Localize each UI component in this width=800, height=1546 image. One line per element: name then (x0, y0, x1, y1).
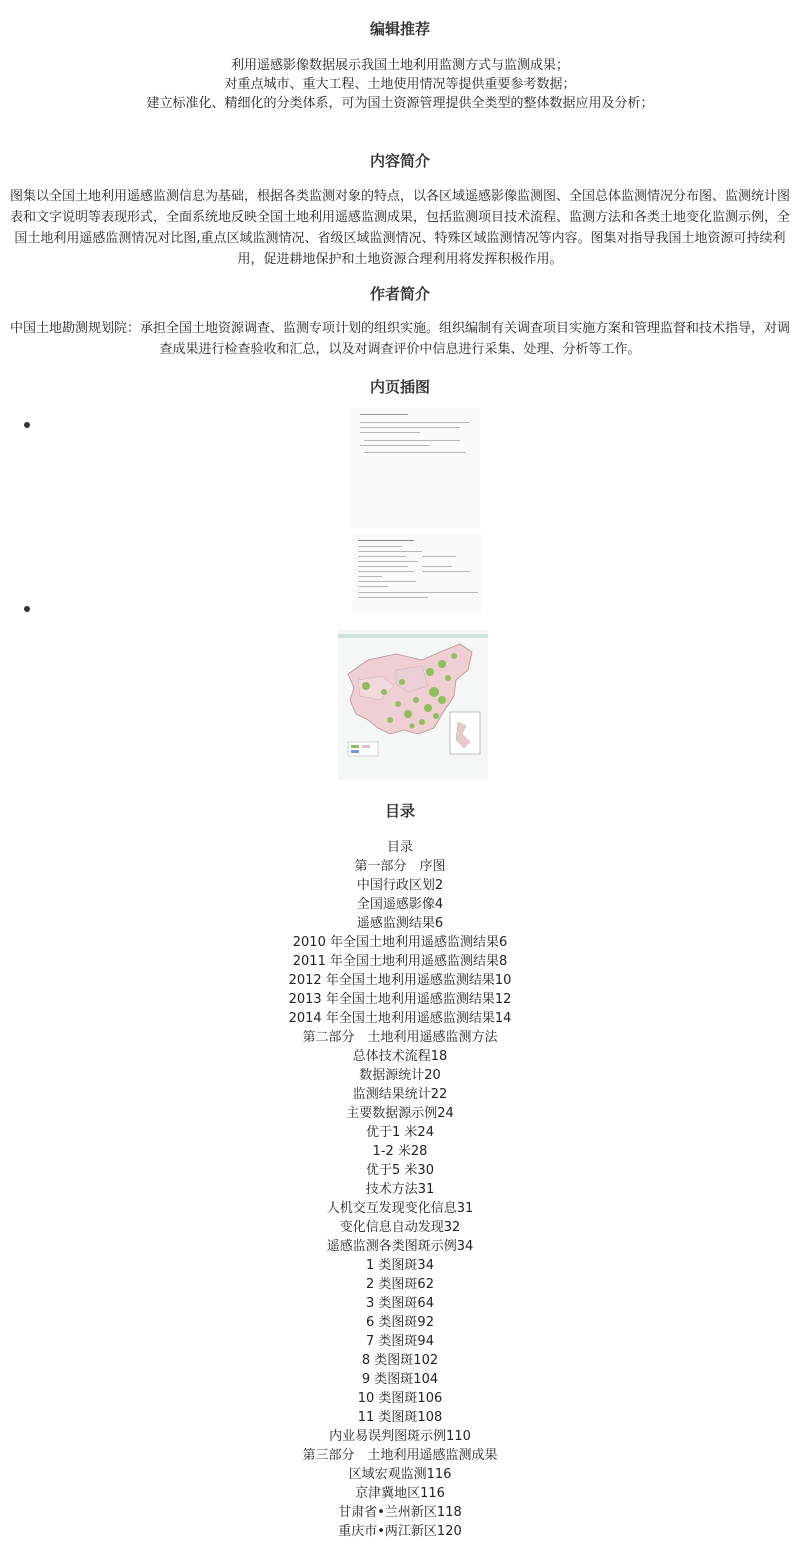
toc-item: 1 类图斑34 (366, 1258, 434, 1273)
toc-item: 9 类图斑104 (361, 1372, 439, 1387)
toc-item: 优于5 米30 (366, 1163, 434, 1178)
toc-item: 3 类图斑64 (366, 1296, 434, 1311)
editor-line-2: 对重点城市、重大工程、土地使用情况等提供重要参考数据； (224, 77, 576, 92)
list-bullet (24, 422, 30, 428)
toc-item: 目录 (386, 840, 413, 855)
toc-item: 7 类图斑94 (366, 1334, 434, 1349)
toc-item: 优于1 米24 (366, 1125, 434, 1140)
toc-item: 2013 年全国土地利用遥感监测结果12 (288, 992, 512, 1007)
toc-title: 目录 (384, 802, 415, 820)
toc-item: 监测结果统计22 (352, 1087, 448, 1102)
toc-item: 2012 年全国土地利用遥感监测结果10 (288, 973, 512, 988)
editor-title: 编辑推荐 (369, 20, 430, 38)
toc-item: 第二部分 土地利用遥感监测方法 (302, 1030, 498, 1045)
toc-item: 10 类图斑106 (357, 1391, 443, 1406)
toc-item: 甘肃省•兰州新区118 (338, 1505, 462, 1520)
content-title: 内容简介 (369, 152, 430, 170)
illustration-page-2 (352, 535, 482, 613)
toc-item: 遥感监测结果6 (356, 916, 444, 931)
editor-line-3: 建立标准化、精细化的分类体系，可为国土资源管理提供全类型的整体数据应用及分析； (146, 96, 654, 111)
toc-item: 总体技术流程18 (352, 1049, 448, 1064)
list-bullet (24, 606, 30, 612)
illustration-page-1 (350, 408, 480, 528)
china-map-icon (338, 630, 488, 780)
toc-item: 变化信息自动发现32 (339, 1220, 461, 1235)
toc-item: 主要数据源示例24 (346, 1106, 454, 1121)
toc-item: 中国行政区划2 (356, 878, 444, 893)
toc-item: 2 类图斑62 (366, 1277, 434, 1292)
content-text: 图集以全国土地利用遥感监测信息为基础，根据各类监测对象的特点，以各区域遥感影像监测图、全国总体监测情况分布图、监测统计图表和文字说明等表现形式，全面系统地反映全国土地利用遥感监测成果，包括监测项目技术流程、监测方法和各类土地变化监测示例，全国土地利用遥感监测情况对比图,重点区域监测情况、省级区域监测情况、特殊区域监测情况等内容。图集对指导我国土地资源可持续利用，促进耕地保护和土地资源合理利用将发挥积极作用。 (9, 189, 790, 267)
toc-item: 内业易误判图斑示例110 (329, 1429, 471, 1444)
author-title: 作者简介 (369, 285, 430, 303)
toc-item: 第三部分 土地利用遥感监测成果 (302, 1448, 498, 1463)
toc-list (0, 838, 800, 1541)
toc-item: 区域宏观监测116 (348, 1467, 452, 1482)
toc-item: 重庆市•两江新区120 (338, 1524, 462, 1539)
toc-item: 遥感监测各类图斑示例34 (326, 1239, 474, 1254)
toc-item: 8 类图斑102 (361, 1353, 439, 1368)
toc-item: 1-2 米28 (372, 1144, 428, 1159)
toc-item: 技术方法31 (365, 1182, 435, 1197)
toc-item: 2010 年全国土地利用遥感监测结果6 (292, 935, 508, 950)
toc-item: 数据源统计20 (359, 1068, 441, 1083)
toc-item: 11 类图斑108 (357, 1410, 443, 1425)
toc-item: 6 类图斑92 (366, 1315, 434, 1330)
toc-item: 京津冀地区116 (355, 1486, 445, 1501)
toc-item: 第一部分 序图 (354, 859, 446, 874)
toc-item: 2014 年全国土地利用遥感监测结果14 (288, 1011, 512, 1026)
illustration-map (338, 630, 488, 780)
toc-item: 2011 年全国土地利用遥感监测结果8 (292, 954, 508, 969)
editor-line-1: 利用遥感影像数据展示我国土地利用监测方式与监测成果； (230, 58, 569, 73)
toc-item: 人机交互发现变化信息31 (326, 1201, 474, 1216)
illustrations-title: 内页插图 (369, 378, 430, 396)
author-text: 中国土地勘测规划院：承担全国土地资源调查、监测专项计划的组织实施。组织编制有关调查项目实施方案和管理监督和技术指导，对调查成果进行检查验收和汇总，以及对调查评价中信息进行采集、处理、分析等工作。 (9, 321, 790, 357)
toc-item: 全国遥感影像4 (356, 897, 444, 912)
